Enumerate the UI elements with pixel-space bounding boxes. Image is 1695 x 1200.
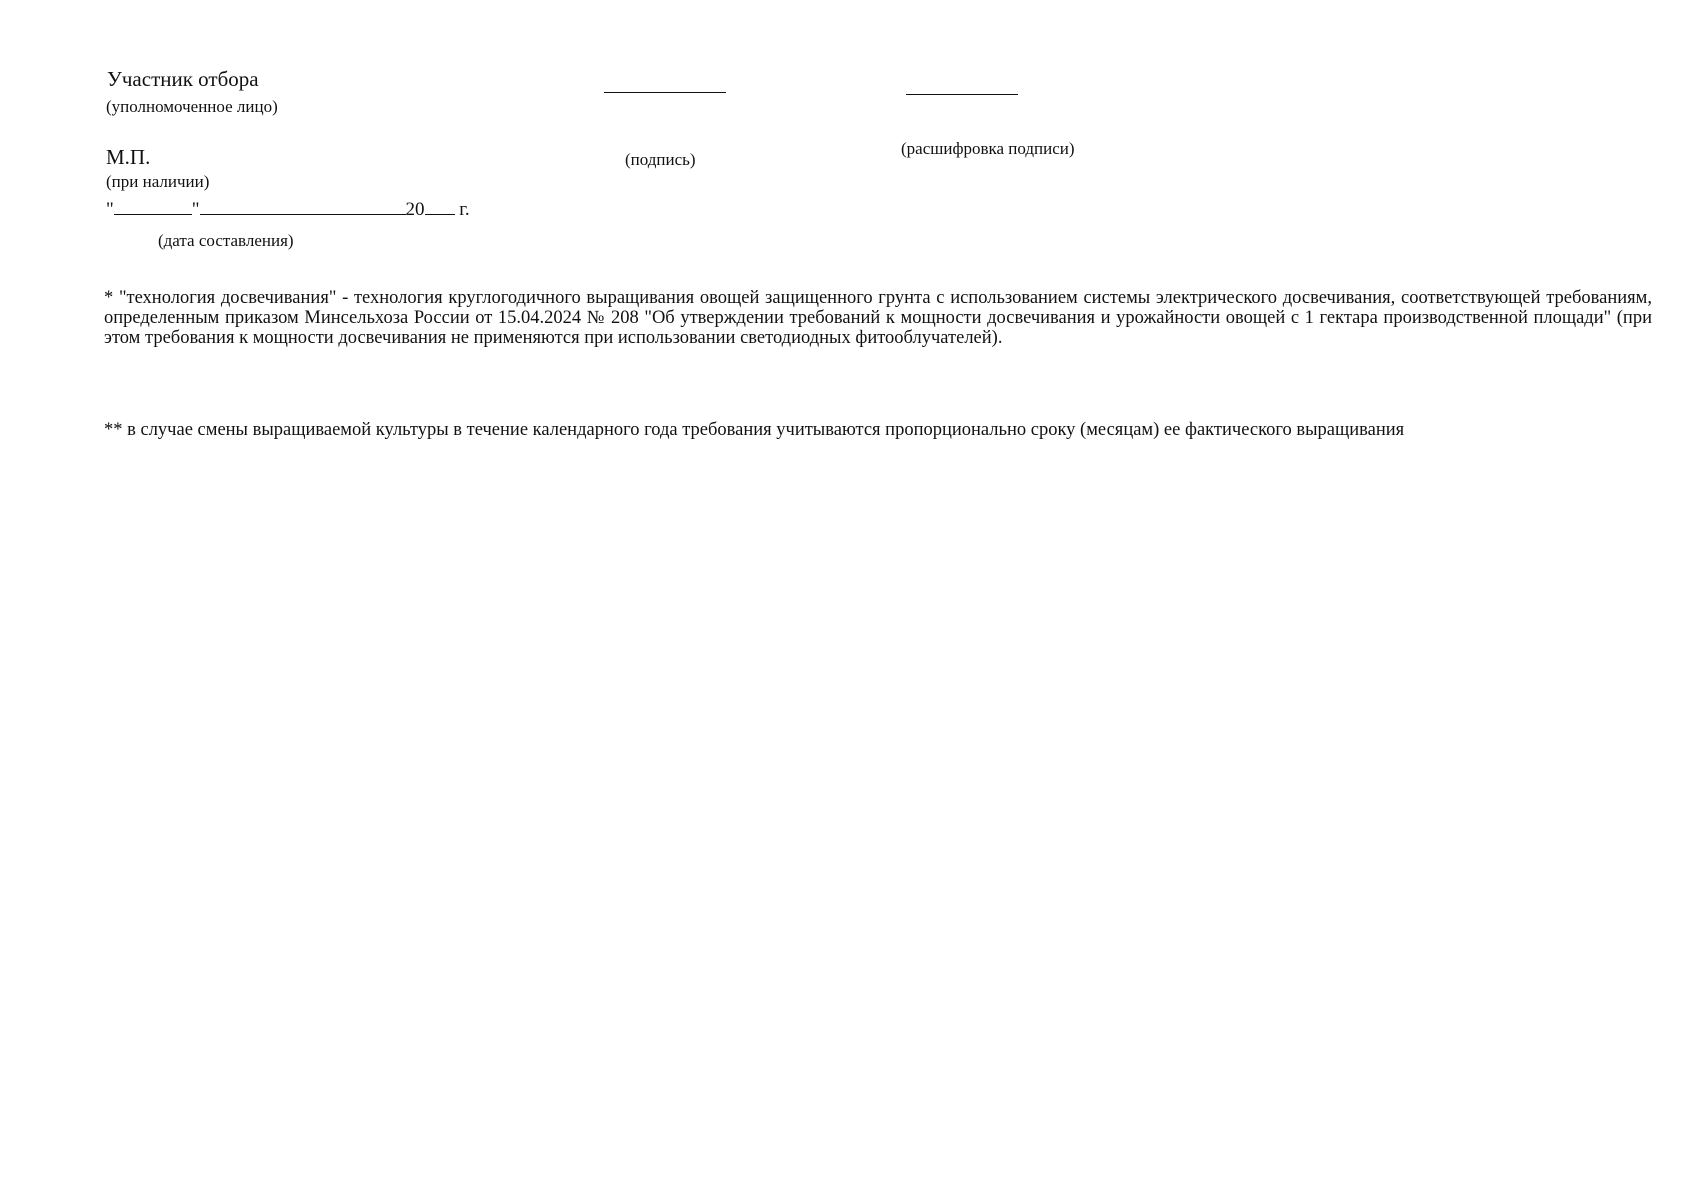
year-prefix: 20 [405, 199, 425, 220]
year-blank [425, 198, 455, 215]
signature-caption: (подпись) [625, 150, 696, 169]
date-quote-close: " [191, 199, 200, 220]
month-blank [200, 198, 406, 215]
seal-label: М.П. [106, 145, 151, 169]
seal-sub-label: (при наличии) [106, 172, 210, 191]
participant-label: Участник отбора [107, 67, 259, 91]
year-suffix: г. [459, 199, 470, 220]
day-blank [114, 198, 192, 215]
date-row [106, 198, 470, 221]
footnote-lighting-technology: * "технология досвечивания" - технология круглогодичного выращивания овощей защищенного грунта с использованием системы электрического досвечивания, соответствующей требованиям, определенным приказом Минсельхоза России от 15.04.2024 № 208 "Об утверждении требований к мощности досвечивания и урожайности овощей с 1 гектара производственной площади" (при этом требования к мощности досвечивания не применяются при использовании светодиодных фитооблучателей). [104, 288, 1652, 348]
footnote-crop-change: ** в случае смены выращиваемой культуры в течение календарного года требования учитываются пропорционально сроку (месяцам) ее фактического выращивания [104, 420, 1405, 440]
date-caption: (дата составления) [158, 231, 294, 250]
decoding-caption: (расшифровка подписи) [901, 139, 1075, 158]
participant-sub-label: (уполномоченное лицо) [106, 97, 278, 116]
date-quote-open: " [106, 199, 114, 220]
signature-line [604, 92, 726, 93]
decoding-line [906, 94, 1018, 95]
